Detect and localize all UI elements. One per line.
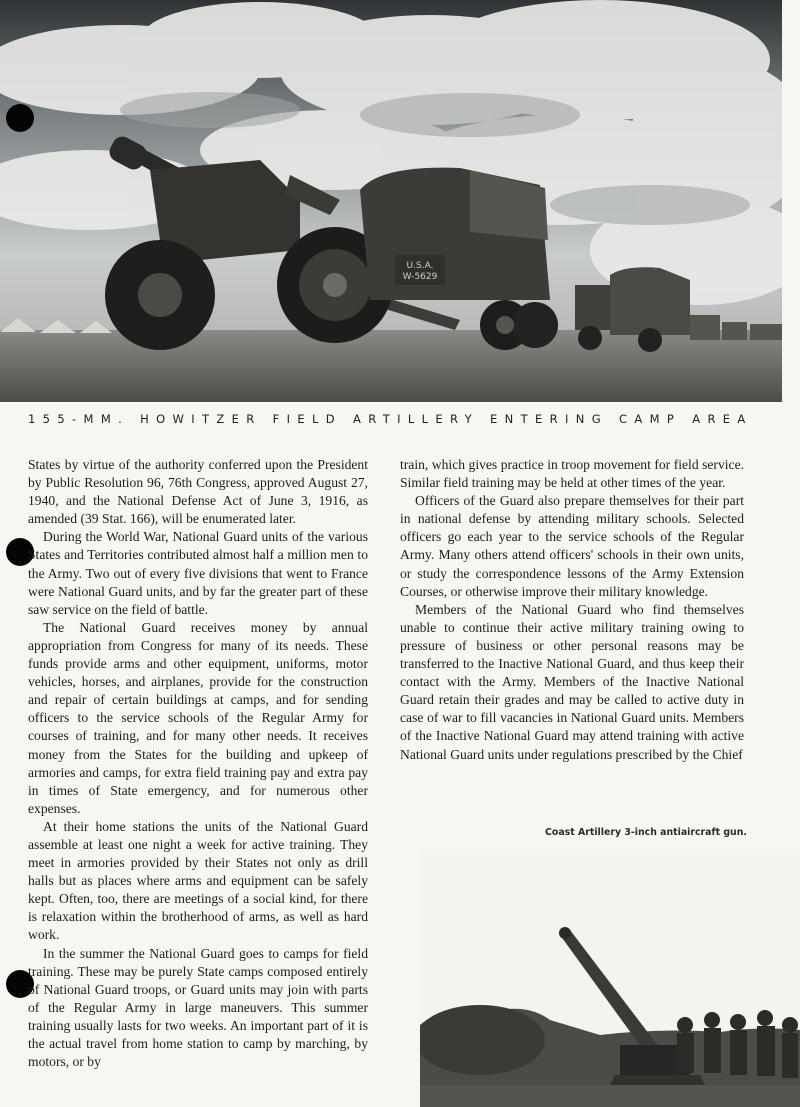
paragraph-world-war: During the World War, National Guard units of the various States and Territories contributed almost half a million men to the Army. Two out of every five divisions that went to France were National Guard units, and by far the greater part of these saw service on the field of battle. — [28, 529, 368, 617]
paragraph-train: train, which gives practice in troop movement for field service. Similar field training may be held at other times of the year. — [400, 457, 744, 491]
paragraph-appropriation: The National Guard receives money by annual appropriation from Congress for many of its needs. These funds provide arms and other equipment, uniforms, motor vehicles, horses, and airplanes, provide for the construction and repair of certain buildings at camps, and for sending officers to the service schools of the Regular Army for courses of training, and for many other needs. It receives money from the States for the building and upkeep of armories and camps, for extra field training pay and extra pay in times of State emergency, and for numerous other expenses. — [28, 619, 368, 816]
paragraph-home-stations: At their home stations the units of the National Guard assemble at least one night a week for active training. They meet in armories provided by their States not only as drill halls but as places where arms and equipment can be safely kept. Often, too, there are meetings of a social kind, for there is relaxation within the brotherhood of arms, as well as hard work. — [28, 818, 368, 943]
photo-caption-howitzer: 155-MM. HOWITZER FIELD ARTILLERY ENTERING CAMP AREA — [28, 412, 753, 426]
paragraph-inactive-guard: Members of the National Guard who find themselves unable to continue their active military training owing to pressure of business or other personal reasons may be transferred to the Inactive National Guard, and thus keep their contact with the Army. Members of the Inactive National Guard retain their grades and may be called to active duty in case of war to fill vacancies in National Guard units. Members of the Inactive National Guard may attend training with active National Guard units under regulations prescribed by the Chief — [400, 601, 744, 762]
paragraph-enumerated: States by virtue of the authority conferred upon the President by Public Resolution 96, 76th Congress, approved August 27, 1940, and the National Defense Act of June 3, 1916, as amended (39 Stat. 166), will be enumerated later. — [28, 457, 368, 527]
howitzer-convoy-illustration — [0, 0, 782, 402]
truck-marking-number: W-5629 — [402, 272, 438, 282]
photo-caption-antiaircraft: Coast Artillery 3-inch antiaircraft gun. — [545, 827, 747, 838]
truck-marking-usa: U.S.A. — [406, 261, 434, 271]
antiaircraft-gun-illustration — [420, 850, 800, 1107]
punch-hole-1 — [6, 104, 34, 132]
paragraph-summer-camps: In the summer the National Guard goes to camps for field training. These may be purely State camps composed entirely of National Guard troops, or Guard units may join with parts of the Regular Army in large maneuvers. This summer training usually lasts for two weeks. An important part of it is the actual travel from home station to camp by marching, by motors, or by — [28, 945, 368, 1070]
howitzer-wheel-left — [105, 240, 215, 350]
left-text-column — [28, 456, 368, 1071]
antiaircraft-gun-photo — [420, 850, 800, 1107]
tree-clump — [420, 1005, 545, 1075]
bottom-ground — [420, 1085, 800, 1107]
paragraph-officers: Officers of the Guard also prepare themselves for their part in national defense by attending military schools. Selected officers go each year to the service schools of the Regular Army. Many others attend officers' schools in their own units, or study the correspondence lessons of the Army Extension Courses, or otherwise improve their military knowledge. — [400, 493, 744, 599]
howitzer-convoy-photo — [0, 0, 782, 402]
ground — [0, 330, 782, 402]
right-text-column — [400, 456, 744, 764]
